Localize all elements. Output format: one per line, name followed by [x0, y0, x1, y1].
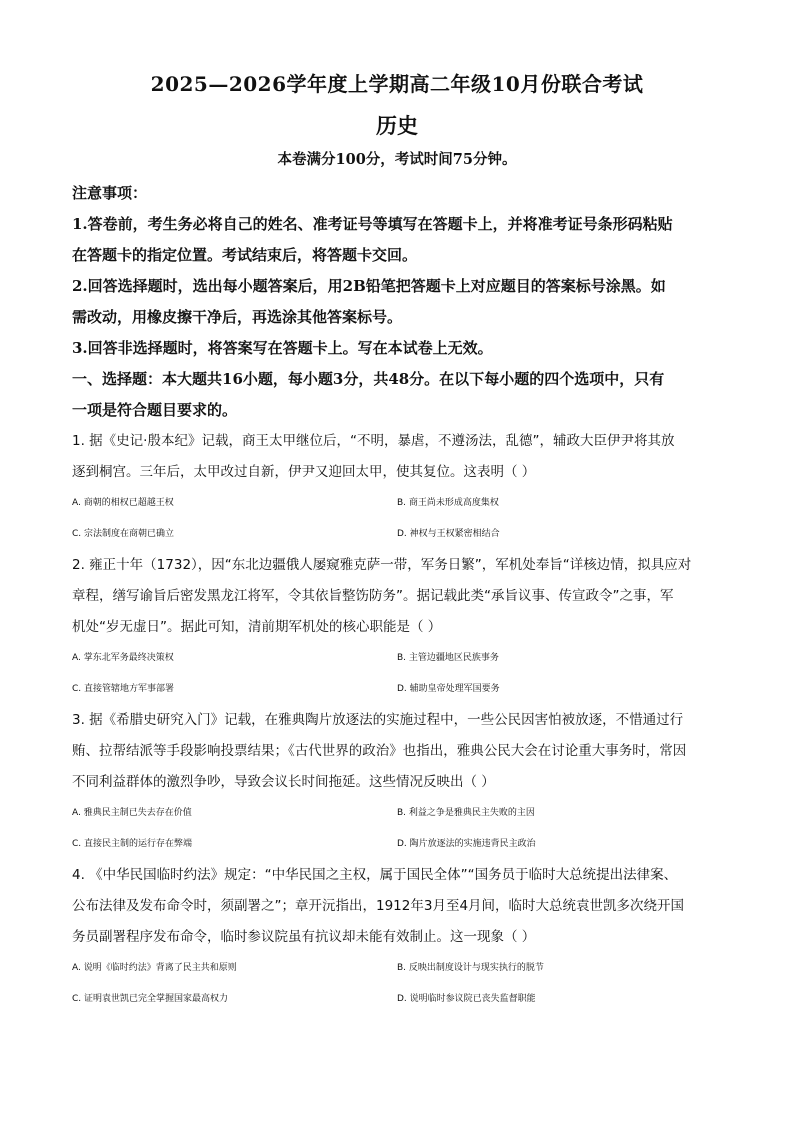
question-stem-line: 贿、拉帮结派等手段影响投票结果；《古代世界的政治》也指出，雅典公民大会在讨论重大事务时，常因: [72, 743, 687, 759]
score-info: 本卷满分100分，考试时间75分钟。: [277, 151, 517, 168]
question-stem-line: 4. 《中华民国临时约法》规定：“中华民国之主权，属于国民全体”“国务员于临时大总统提出法律案、: [72, 867, 678, 883]
option-b: B. 利益之争是雅典民主失败的主因: [397, 808, 535, 818]
notice-line: 在答题卡的指定位置。考试结束后，将答题卡交回。: [72, 246, 418, 264]
question-3: [72, 705, 732, 860]
option-row: [72, 984, 732, 1015]
option-a: A. 雅典民主制已失去存在价值: [72, 808, 192, 818]
option-row: [72, 674, 732, 705]
question-list: [72, 426, 732, 1015]
option-c: C. 证明袁世凯已完全掌握国家最高权力: [72, 994, 229, 1004]
option-b: B. 商王尚未形成高度集权: [397, 498, 499, 508]
section-heading-line: 一、选择题：本大题共16小题，每小题3分，共48分。在以下每小题的四个选项中，只有: [72, 370, 665, 388]
option-row: [72, 519, 732, 550]
option-c: C. 直接民主制的运行存在弊端: [72, 839, 193, 849]
question-stem-line: 不同利益群体的激烈争吵，导致会议长时间拖延。这些情况反映出（ ）: [72, 774, 495, 790]
question-stem-line: 1. 据《史记·殷本纪》记载，商王太甲继位后，“不明，暴虐，不遵汤法，乱德”，辅政大臣伊尹将其放: [72, 433, 675, 449]
option-row: [72, 798, 732, 829]
question-stem-line: 章程，缮写谕旨后密发黑龙江将军，令其依旨整饬防务”。据记载此类“承旨议事、传宣政令”之事，军: [72, 588, 674, 604]
notice-line: 1.答卷前，考生务必将自己的姓名、准考证号等填写在答题卡上，并将准考证号条形码粘贴: [72, 215, 673, 233]
subject-title: 历史: [376, 113, 418, 138]
notice-block: [72, 178, 732, 426]
question-stem-line: 2. 雍正十年（1732），因“东北边疆俄人屡窥雅克萨一带，军务日繁”，军机处奉旨“详核边情，拟具应对: [72, 557, 692, 573]
question-stem-line: 逐到桐宫。三年后，太甲改过自新，伊尹又迎回太甲，使其复位。这表明（ ）: [72, 464, 536, 480]
option-a: A. 掌东北军务最终决策权: [72, 653, 174, 663]
option-row: [72, 488, 732, 519]
option-a: A. 商朝的相权已超越王权: [72, 498, 174, 508]
option-d: D. 辅助皇帝处理军国要务: [397, 684, 500, 694]
question-stem-line: 务员副署程序发布命令，临时参议院虽有抗议却未能有效制止。这一现象（ ）: [72, 929, 536, 945]
notice-line: 2.回答选择题时，选出每小题答案后，用2B铅笔把答题卡上对应题目的答案标号涂黑。如: [72, 277, 666, 295]
notice-line: 需改动，用橡皮擦干净后，再选涂其他答案标号。: [72, 308, 403, 326]
option-a: A. 说明《临时约法》背离了民主共和原则: [72, 963, 237, 973]
question-1: [72, 426, 732, 550]
question-stem-line: 3. 据《希腊史研究入门》记载，在雅典陶片放逐法的实施过程中，一些公民因害怕被放逐，不惜通过行: [72, 712, 684, 728]
option-row: [72, 643, 732, 674]
option-d: D. 说明临时参议院已丧失监督职能: [397, 994, 536, 1004]
notice-line: 3.回答非选择题时，将答案写在答题卡上。写在本试卷上无效。: [72, 339, 493, 357]
notice-heading: 注意事项：: [72, 184, 148, 202]
exam-title: 2025—2026学年度上学期高二年级10月份联合考试: [150, 72, 644, 96]
option-b: B. 反映出制度设计与现实执行的脱节: [397, 963, 544, 973]
option-c: C. 直接管辖地方军事部署: [72, 684, 175, 694]
option-d: D. 神权与王权紧密相结合: [397, 529, 500, 539]
section-heading-line: 一项是符合题目要求的。: [72, 401, 238, 419]
option-row: [72, 953, 732, 984]
question-2: [72, 550, 732, 705]
question-4: [72, 860, 732, 1015]
option-c: C. 宗法制度在商朝已确立: [72, 529, 175, 539]
question-stem-line: 机处“岁无虚日”。据此可知，清前期军机处的核心职能是（ ）: [72, 619, 442, 635]
option-b: B. 主管边疆地区民族事务: [397, 653, 499, 663]
option-d: D. 陶片放逐法的实施违背民主政治: [397, 839, 536, 849]
question-stem-line: 公布法律及发布命令时，须副署之”；章开沅指出，1912年3月至4月间，临时大总统袁世凯多次绕开国: [72, 898, 685, 914]
option-row: [72, 829, 732, 860]
